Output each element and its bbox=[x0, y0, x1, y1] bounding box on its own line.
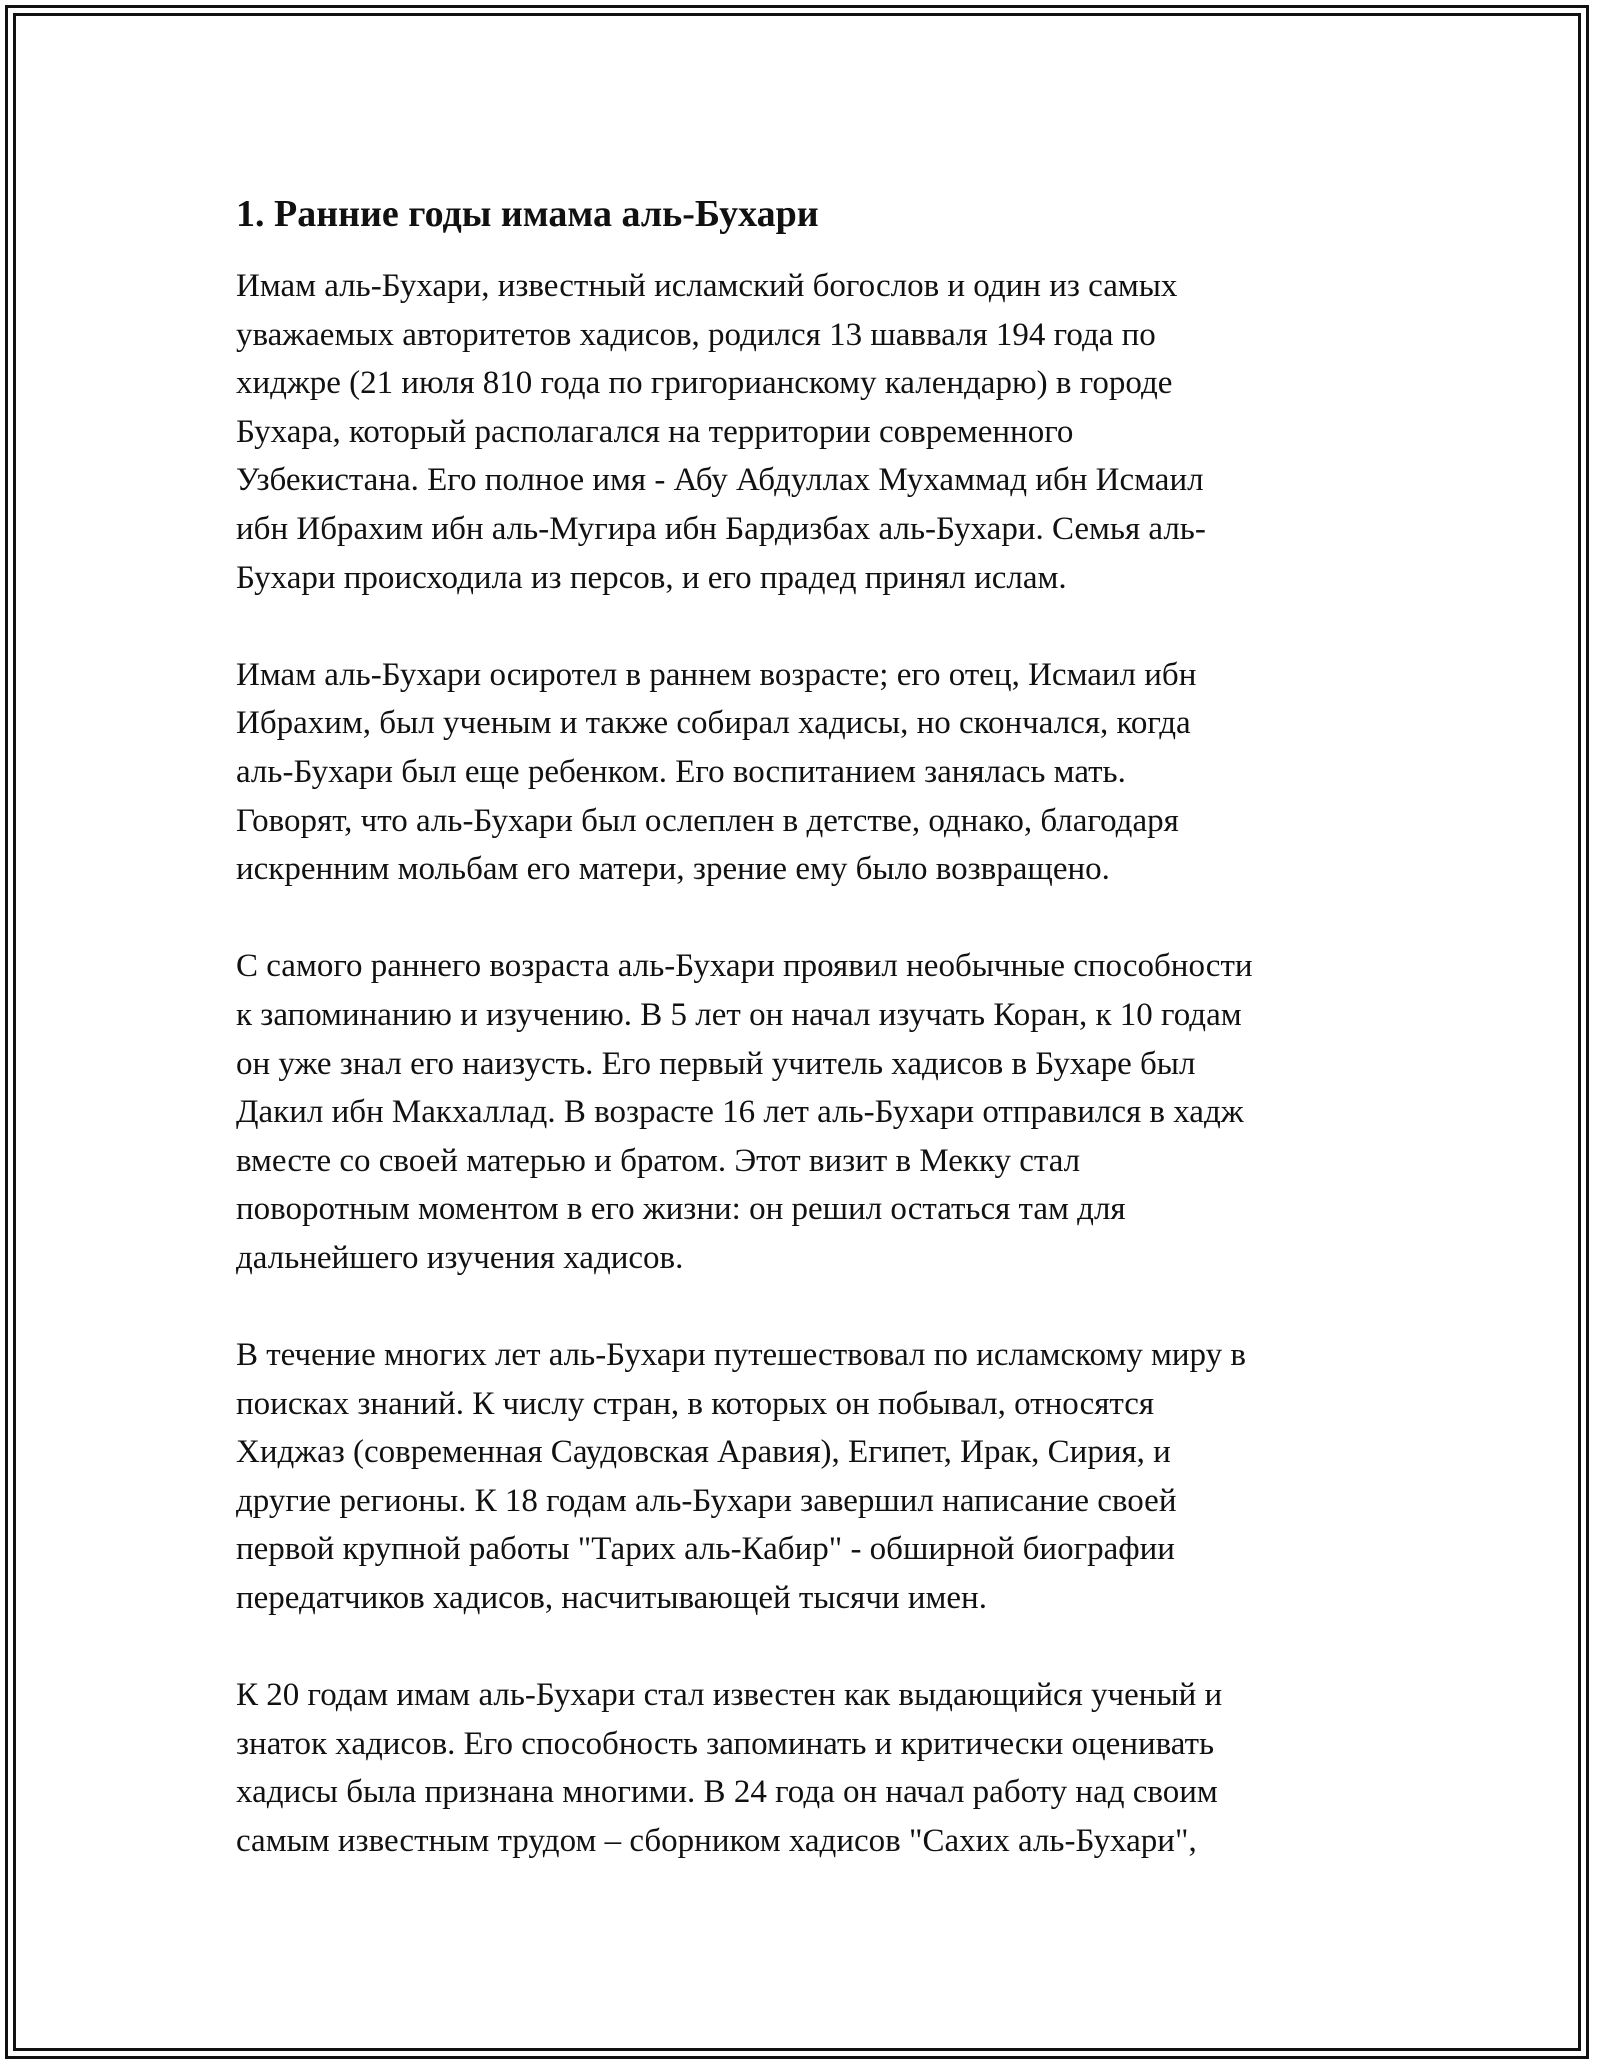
paragraph-1 bbox=[236, 262, 1384, 602]
text-line: Бухара, который располагался на территории современного bbox=[236, 413, 1074, 450]
text-line: дальнейшего изучения хадисов. bbox=[236, 1239, 684, 1276]
text-line: Хиджаз (современная Саудовская Аравия), Египет, Ирак, Сирия, и bbox=[236, 1434, 1171, 1471]
text-line: знаток хадисов. Его способность запоминать и критически оценивать bbox=[236, 1725, 1215, 1762]
text-line: к запоминанию и изучению. В 5 лет он начал изучать Коран, к 10 годам bbox=[236, 996, 1242, 1033]
text-line: передатчиков хадисов, насчитывающей тысячи имен. bbox=[236, 1580, 987, 1617]
text-line: искренним мольбам его матери, зрение ему было возвращено. bbox=[236, 851, 1110, 888]
paragraph-4 bbox=[236, 1331, 1384, 1623]
text-line: С самого раннего возраста аль-Бухари проявил необычные способности bbox=[236, 948, 1253, 985]
text-line: К 20 годам имам аль-Бухари стал известен как выдающийся ученый и bbox=[236, 1677, 1223, 1714]
section-heading: 1. Ранние годы имама аль-Бухари bbox=[236, 193, 819, 235]
text-line: Дакил ибн Макхаллад. В возрасте 16 лет аль-Бухари отправился в хадж bbox=[236, 1094, 1244, 1131]
text-line: хадисы была признана многими. В 24 года он начал работу над своим bbox=[236, 1774, 1218, 1811]
text-line: Имам аль-Бухари осиротел в раннем возрасте; его отец, Исмаил ибн bbox=[236, 656, 1197, 693]
text-line: ибн Ибрахим ибн аль-Мугира ибн Бардизбах аль-Бухари. Семья аль- bbox=[236, 510, 1206, 547]
text-line: первой крупной работы "Тарих аль-Кабир" - обширной биографии bbox=[236, 1531, 1175, 1568]
text-line: он уже знал его наизусть. Его первый учитель хадисов в Бухаре был bbox=[236, 1045, 1196, 1082]
paragraph-2 bbox=[236, 651, 1384, 894]
document-body bbox=[236, 188, 1384, 1866]
text-line: Бухари происходила из персов, и его прадед принял ислам. bbox=[236, 559, 1067, 596]
text-line: поисках знаний. К числу стран, в которых он побывал, относятся bbox=[236, 1385, 1155, 1422]
text-line: хиджре (21 июля 810 года по григорианскому календарю) в городе bbox=[236, 365, 1173, 402]
text-line: Имам аль-Бухари, известный исламский богослов и один из самых bbox=[236, 268, 1178, 304]
text-line: вместе со своей матерью и братом. Этот визит в Мекку стал bbox=[236, 1142, 1081, 1179]
text-line: уважаемых авторитетов хадисов, родился 13 шавваля 194 года по bbox=[236, 316, 1156, 353]
text-line: Ибрахим, был ученым и также собирал хадисы, но скончался, когда bbox=[236, 705, 1191, 742]
text-line: Узбекистана. Его полное имя - Абу Абдуллах Мухаммад ибн Исмаил bbox=[236, 462, 1204, 499]
text-line: Говорят, что аль-Бухари был ослеплен в детстве, однако, благодаря bbox=[236, 802, 1179, 839]
text-line: поворотным моментом в его жизни: он решил остаться там для bbox=[236, 1191, 1126, 1228]
paragraph-3 bbox=[236, 942, 1384, 1282]
text-line: самым известным трудом – сборником хадисов "Сахих аль-Бухари", bbox=[236, 1823, 1197, 1859]
paragraph-5 bbox=[236, 1671, 1384, 1865]
text-line: другие регионы. К 18 годам аль-Бухари завершил написание своей bbox=[236, 1482, 1177, 1519]
text-line: аль-Бухари был еще ребенком. Его воспитанием занялась мать. bbox=[236, 753, 1126, 790]
text-line: В течение многих лет аль-Бухари путешествовал по исламскому миру в bbox=[236, 1337, 1246, 1374]
